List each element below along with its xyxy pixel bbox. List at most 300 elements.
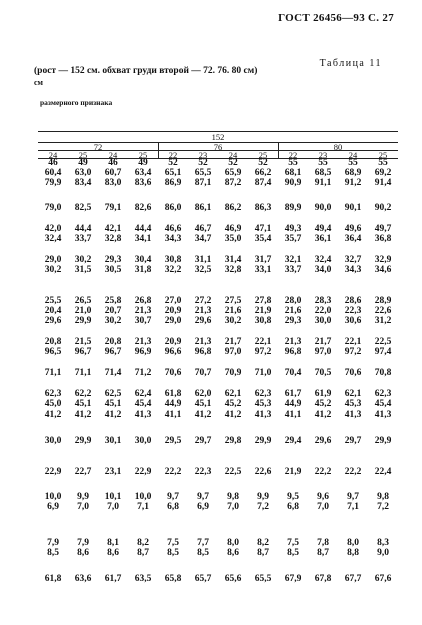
table-cell: 90,9 — [284, 178, 302, 188]
table-cell: 30,7 — [134, 316, 152, 326]
table-cell: 22,6 — [254, 467, 272, 477]
table-cell: 7,0 — [77, 502, 89, 512]
table-cell: 29,5 — [164, 436, 182, 446]
table-cell: 62,2 — [74, 389, 92, 399]
table-cell: 21,3 — [134, 306, 152, 316]
header-size-8: 25 — [258, 150, 268, 160]
table-cell: 79,1 — [104, 203, 122, 213]
table-cell: 69,2 — [374, 168, 392, 178]
table-row — [38, 368, 398, 378]
table-cell: 32,8 — [224, 265, 242, 275]
table-cell: 22,7 — [74, 467, 92, 477]
table-cell: 31,7 — [254, 255, 272, 265]
table-cell: 41,1 — [164, 410, 182, 420]
header-group-72: 72 — [93, 142, 103, 152]
table-cell: 62,3 — [374, 389, 392, 399]
table-cell: 29,7 — [194, 436, 212, 446]
header-size-9: 22 — [288, 150, 298, 160]
table-cell: 25,5 — [44, 296, 62, 306]
table-cell: 41,2 — [224, 410, 242, 420]
table-cell: 97,0 — [314, 347, 332, 357]
table-cell: 70,5 — [314, 368, 332, 378]
table-row — [38, 399, 398, 409]
table-cell: 8,3 — [377, 538, 389, 548]
table-cell: 22,0 — [314, 306, 332, 316]
table-cell: 8,5 — [167, 548, 179, 558]
table-row — [38, 265, 398, 275]
header-group-80: 80 — [333, 142, 343, 152]
table-cell: 10,0 — [44, 492, 62, 502]
table-cell: 30,8 — [254, 316, 272, 326]
table-cell: 8,5 — [197, 548, 209, 558]
table-cell: 21,9 — [254, 306, 272, 316]
table-cell: 66,2 — [254, 168, 272, 178]
table-cell: 67,8 — [314, 574, 332, 584]
table-cell: 21,6 — [284, 306, 302, 316]
table-cell: 35,4 — [254, 234, 272, 244]
table-cell: 41,3 — [134, 410, 152, 420]
table-cell: 27,0 — [164, 296, 182, 306]
table-row — [38, 337, 398, 347]
table-cell: 65,5 — [254, 574, 272, 584]
table-cell: 41,3 — [374, 410, 392, 420]
table-cell: 62,4 — [134, 389, 152, 399]
table-cell: 70,4 — [284, 368, 302, 378]
table-cell: 7,5 — [167, 538, 179, 548]
table-cell: 9,6 — [317, 492, 329, 502]
table-cell: 21,7 — [314, 337, 332, 347]
table-cell: 65,7 — [194, 574, 212, 584]
table-cell: 8,8 — [347, 548, 359, 558]
table-cell: 63,5 — [134, 574, 152, 584]
table-cell: 87,2 — [224, 178, 242, 188]
table-cell: 22,3 — [194, 467, 212, 477]
table-cell: 44,4 — [74, 224, 92, 234]
table-cell: 21,3 — [194, 306, 212, 316]
table-cell: 29,9 — [74, 316, 92, 326]
table-cell: 29,0 — [164, 316, 182, 326]
table-row — [38, 316, 398, 326]
table-cell: 97,2 — [254, 347, 272, 357]
table-cell: 22,9 — [44, 467, 62, 477]
table-cell: 29,8 — [224, 436, 242, 446]
table-cell: 30,8 — [164, 255, 182, 265]
table-cell: 61,9 — [314, 389, 332, 399]
table-cell: 83,6 — [134, 178, 152, 188]
table-row — [38, 178, 398, 188]
table-cell: 20,9 — [164, 306, 182, 316]
table-cell: 44,9 — [284, 399, 302, 409]
table-cell: 71,1 — [44, 368, 62, 378]
table-cell: 70,9 — [224, 368, 242, 378]
table-cell: 30,0 — [134, 436, 152, 446]
table-cell: 96,7 — [104, 347, 122, 357]
table-cell: 6,9 — [197, 502, 209, 512]
table-cell: 34,0 — [314, 265, 332, 275]
table-cell: 29,6 — [194, 316, 212, 326]
table-cell: 65,9 — [224, 168, 242, 178]
table-cell: 82,5 — [74, 203, 92, 213]
table-cell: 9,9 — [77, 492, 89, 502]
row-header-label: размерного признака — [40, 98, 113, 107]
table-cell: 60,4 — [44, 168, 62, 178]
table-cell: 28,6 — [344, 296, 362, 306]
table-cell: 71,2 — [134, 368, 152, 378]
table-cell: 6,9 — [47, 502, 59, 512]
table-cell: 30,2 — [104, 316, 122, 326]
table-cell: 21,9 — [284, 467, 302, 477]
table-cell: 45,1 — [74, 399, 92, 409]
table-cell: 96,8 — [194, 347, 212, 357]
table-cell: 32,5 — [194, 265, 212, 275]
table-cell: 10,0 — [134, 492, 152, 502]
table-cell: 21,3 — [284, 337, 302, 347]
table-cell: 44,4 — [134, 224, 152, 234]
table-cell: 96,5 — [44, 347, 62, 357]
table-row — [38, 467, 398, 477]
table-cell: 55 — [318, 158, 328, 168]
table-cell: 22,2 — [344, 467, 362, 477]
table-cell: 33,1 — [254, 265, 272, 275]
page-header: ГОСТ 26456—93 С. 27 — [278, 12, 394, 24]
table-cell: 45,0 — [44, 399, 62, 409]
table-cell: 96,8 — [284, 347, 302, 357]
table-cell: 46,9 — [224, 224, 242, 234]
table-cell: 61,8 — [164, 389, 182, 399]
table-cell: 52 — [258, 158, 268, 168]
table-row — [38, 168, 398, 178]
table-cell: 32,7 — [344, 255, 362, 265]
header-size-10: 23 — [318, 150, 328, 160]
table-cell: 30,0 — [44, 436, 62, 446]
table-cell: 97,4 — [374, 347, 392, 357]
table-cell: 9,9 — [257, 492, 269, 502]
table-cell: 26,5 — [74, 296, 92, 306]
table-cell: 36,4 — [344, 234, 362, 244]
table-cell: 91,1 — [314, 178, 332, 188]
table-cell: 41,2 — [74, 410, 92, 420]
table-cell: 21,3 — [134, 337, 152, 347]
table-cell: 52 — [198, 158, 208, 168]
table-cell: 45,3 — [344, 399, 362, 409]
table-cell: 8,2 — [257, 538, 269, 548]
table-cell: 62,3 — [44, 389, 62, 399]
table-row — [38, 224, 398, 234]
table-cell: 29,7 — [344, 436, 362, 446]
table-cell: 22,2 — [164, 467, 182, 477]
table-row — [38, 538, 398, 548]
table-cell: 29,4 — [284, 436, 302, 446]
table-cell: 36,1 — [314, 234, 332, 244]
table-cell: 97,0 — [224, 347, 242, 357]
table-cell: 96,7 — [74, 347, 92, 357]
table-cell: 7,0 — [227, 502, 239, 512]
table-cell: 41,3 — [254, 410, 272, 420]
table-cell: 8,6 — [227, 548, 239, 558]
table-cell: 61,8 — [44, 574, 62, 584]
table-cell: 86,1 — [194, 203, 212, 213]
table-cell: 33,7 — [284, 265, 302, 275]
table-cell: 31,1 — [194, 255, 212, 265]
table-cell: 42,0 — [44, 224, 62, 234]
header-size-6: 23 — [198, 150, 208, 160]
header-size-1: 24 — [48, 150, 58, 160]
table-cell: 91,4 — [374, 178, 392, 188]
table-cell: 41,2 — [104, 410, 122, 420]
table-cell: 8,5 — [47, 548, 59, 558]
table-cell: 6,8 — [167, 502, 179, 512]
table-cell: 87,4 — [254, 178, 272, 188]
table-cell: 46 — [108, 158, 118, 168]
header-size-5: 22 — [168, 150, 178, 160]
table-cell: 44,9 — [164, 399, 182, 409]
table-cell: 91,2 — [344, 178, 362, 188]
table-cell: 86,9 — [164, 178, 182, 188]
table-cell: 7,1 — [347, 502, 359, 512]
table-cell: 31,8 — [134, 265, 152, 275]
table-cell: 65,6 — [224, 574, 242, 584]
table-cell: 9,5 — [287, 492, 299, 502]
table-cell: 20,9 — [164, 337, 182, 347]
table-cell: 20,8 — [44, 337, 62, 347]
table-row — [38, 347, 398, 357]
table-cell: 41,2 — [194, 410, 212, 420]
table-cell: 26,8 — [134, 296, 152, 306]
table-cell: 20,8 — [104, 337, 122, 347]
table-cell: 7,9 — [47, 538, 59, 548]
table-cell: 30,2 — [74, 255, 92, 265]
table-cell: 29,6 — [44, 316, 62, 326]
table-cell: 7,0 — [317, 502, 329, 512]
table-cell: 8,7 — [257, 548, 269, 558]
table-cell: 10,1 — [104, 492, 122, 502]
table-cell: 49,3 — [284, 224, 302, 234]
table-cell: 28,3 — [314, 296, 332, 306]
table-cell: 8,7 — [137, 548, 149, 558]
table-cell: 49,7 — [374, 224, 392, 234]
table-cell: 68,1 — [284, 168, 302, 178]
header-group-76: 76 — [213, 142, 223, 152]
table-cell: 82,6 — [134, 203, 152, 213]
table-cell: 31,4 — [224, 255, 242, 265]
table-cell: 46,6 — [164, 224, 182, 234]
table-cell: 29,6 — [314, 436, 332, 446]
table-cell: 9,7 — [197, 492, 209, 502]
table-cell: 89,9 — [284, 203, 302, 213]
table-cell: 29,3 — [104, 255, 122, 265]
table-cell: 8,7 — [317, 548, 329, 558]
table-row — [38, 548, 398, 558]
table-cell: 33,7 — [74, 234, 92, 244]
table-cell: 8,5 — [287, 548, 299, 558]
table-cell: 79,0 — [44, 203, 62, 213]
table-row — [38, 410, 398, 420]
table-cell: 70,8 — [374, 368, 392, 378]
table-cell: 87,1 — [194, 178, 212, 188]
table-cell: 83,4 — [74, 178, 92, 188]
table-cell: 67,9 — [284, 574, 302, 584]
table-row — [38, 203, 398, 213]
table-cell: 62,3 — [254, 389, 272, 399]
header-height-value: 152 — [211, 132, 225, 142]
table-cell: 90,2 — [374, 203, 392, 213]
table-cell: 49,6 — [344, 224, 362, 234]
table-cell: 62,0 — [194, 389, 212, 399]
table-cell: 32,4 — [314, 255, 332, 265]
table-title: Таблица 11 — [319, 58, 382, 69]
table-cell: 41,2 — [44, 410, 62, 420]
table-cell: 9,7 — [167, 492, 179, 502]
table-cell: 63,6 — [74, 574, 92, 584]
table-cell: 55 — [378, 158, 388, 168]
table-cell: 22,1 — [344, 337, 362, 347]
table-cell: 68,5 — [314, 168, 332, 178]
table-cell: 27,2 — [194, 296, 212, 306]
table-cell: 96,9 — [134, 347, 152, 357]
table-cell: 34,6 — [374, 265, 392, 275]
table-cell: 29,3 — [284, 316, 302, 326]
header-size-11: 24 — [348, 150, 358, 160]
table-cell: 61,7 — [284, 389, 302, 399]
table-cell: 32,2 — [164, 265, 182, 275]
table-cell: 32,4 — [44, 234, 62, 244]
table-cell: 27,8 — [254, 296, 272, 306]
table-cell: 22,5 — [374, 337, 392, 347]
table-cell: 8,1 — [107, 538, 119, 548]
table-cell: 70,7 — [194, 368, 212, 378]
table-cell: 20,7 — [104, 306, 122, 316]
table-cell: 21,5 — [74, 337, 92, 347]
table-cell: 71,4 — [104, 368, 122, 378]
table-cell: 70,6 — [164, 368, 182, 378]
table-cell: 49,4 — [314, 224, 332, 234]
table-cell: 29,9 — [74, 436, 92, 446]
table-cell: 9,0 — [377, 548, 389, 558]
table-cell: 45,1 — [104, 399, 122, 409]
table-cell: 30,4 — [134, 255, 152, 265]
table-cell: 27,5 — [224, 296, 242, 306]
table-cell: 20,4 — [44, 306, 62, 316]
table-cell: 45,1 — [194, 399, 212, 409]
table-cell: 9,7 — [347, 492, 359, 502]
table-cell: 25,8 — [104, 296, 122, 306]
table-row — [38, 436, 398, 446]
table-cell: 30,2 — [224, 316, 242, 326]
table-cell: 7,1 — [137, 502, 149, 512]
table-cell: 68,9 — [344, 168, 362, 178]
table-cell: 30,2 — [44, 265, 62, 275]
table-cell: 21,0 — [74, 306, 92, 316]
table-cell: 6,8 — [287, 502, 299, 512]
table-cell: 60,7 — [104, 168, 122, 178]
table-cell: 22,5 — [224, 467, 242, 477]
table-cell: 7,5 — [287, 538, 299, 548]
table-cell: 32,9 — [374, 255, 392, 265]
table-cell: 65,1 — [164, 168, 182, 178]
table-cell: 30,1 — [104, 436, 122, 446]
table-cell: 7,8 — [317, 538, 329, 548]
table-cell: 41,2 — [314, 410, 332, 420]
table-cell: 8,6 — [107, 548, 119, 558]
table-cell: 71,1 — [74, 368, 92, 378]
table-cell: 86,3 — [254, 203, 272, 213]
table-cell: 22,2 — [314, 467, 332, 477]
table-caption: (рост — 152 см. обхват груди второй — 72. 76. 80 см) — [34, 66, 258, 76]
table-cell: 7,2 — [377, 502, 389, 512]
table-cell: 35,7 — [284, 234, 302, 244]
table-cell: 41,1 — [284, 410, 302, 420]
table-cell: 29,0 — [44, 255, 62, 265]
table-cell: 65,8 — [164, 574, 182, 584]
table-cell: 22,4 — [374, 467, 392, 477]
table-cell: 86,0 — [164, 203, 182, 213]
table-cell: 67,6 — [374, 574, 392, 584]
table-cell: 7,0 — [107, 502, 119, 512]
table-row — [38, 234, 398, 244]
table-cell: 90,0 — [314, 203, 332, 213]
table-cell: 32,1 — [284, 255, 302, 265]
table-row — [38, 306, 398, 316]
table-cell: 31,2 — [374, 316, 392, 326]
table-cell: 41,3 — [344, 410, 362, 420]
table-cell: 9,8 — [377, 492, 389, 502]
table-cell: 46 — [48, 158, 58, 168]
table-cell: 47,1 — [254, 224, 272, 234]
table-cell: 90,1 — [344, 203, 362, 213]
unit-label: см — [34, 78, 43, 87]
table-cell: 52 — [168, 158, 178, 168]
table-cell: 83,0 — [104, 178, 122, 188]
table-cell: 7,7 — [197, 538, 209, 548]
table-cell: 23,1 — [104, 467, 122, 477]
table-cell: 45,4 — [374, 399, 392, 409]
table-row — [38, 574, 398, 584]
table-cell: 63,0 — [74, 168, 92, 178]
table-cell: 67,7 — [344, 574, 362, 584]
table-cell: 96,6 — [164, 347, 182, 357]
table-cell: 21,6 — [224, 306, 242, 316]
table-cell: 21,3 — [194, 337, 212, 347]
table-cell: 55 — [348, 158, 358, 168]
table-cell: 36,8 — [374, 234, 392, 244]
header-size-2: 25 — [78, 150, 88, 160]
table-cell: 86,2 — [224, 203, 242, 213]
table-cell: 42,1 — [104, 224, 122, 234]
table-cell: 22,9 — [134, 467, 152, 477]
table-cell: 70,6 — [344, 368, 362, 378]
table-row — [38, 492, 398, 502]
table-cell: 45,2 — [314, 399, 332, 409]
table-cell: 8,0 — [347, 538, 359, 548]
table-cell: 8,6 — [77, 548, 89, 558]
table-row — [38, 502, 398, 512]
table-cell: 31,5 — [74, 265, 92, 275]
table-row — [38, 255, 398, 265]
table-cell: 8,0 — [227, 538, 239, 548]
table-cell: 45,3 — [254, 399, 272, 409]
table-cell: 34,1 — [134, 234, 152, 244]
table-cell: 28,9 — [374, 296, 392, 306]
table-cell: 63,4 — [134, 168, 152, 178]
table-cell: 62,1 — [344, 389, 362, 399]
header-size-4: 25 — [138, 150, 148, 160]
header-size-12: 25 — [378, 150, 388, 160]
table-cell: 22,6 — [374, 306, 392, 316]
table-cell: 34,3 — [164, 234, 182, 244]
table-cell: 79,9 — [44, 178, 62, 188]
header-size-3: 24 — [108, 150, 118, 160]
table-row — [38, 296, 398, 306]
